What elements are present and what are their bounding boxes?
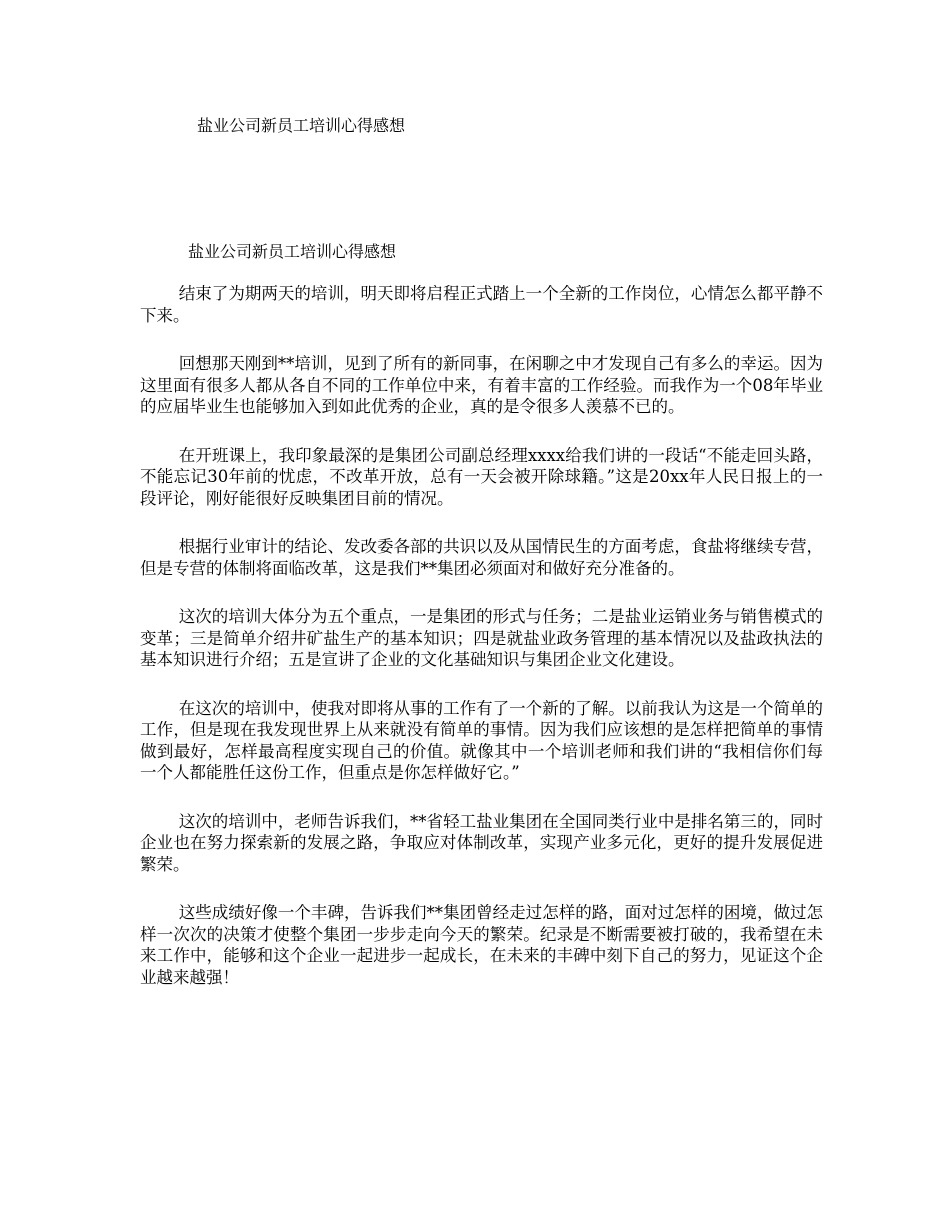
document-header-title: 盐业公司新员工培训心得感想 xyxy=(197,116,406,135)
paragraph-7: 这次的培训中，老师告诉我们，**省轻工盐业集团在全国同类行业中是排名第三的，同时企业也在努力探索新的发展之路，争取应对体制改革，实现产业多元化，更好的提升发展促进繁荣。 xyxy=(140,811,823,874)
paragraph-1: 结束了为期两天的培训，明天即将启程正式踏上一个全新的工作岗位，心情怎么都平静不下来。 xyxy=(140,284,823,325)
document-body-title: 盐业公司新员工培训心得感想 xyxy=(188,242,397,261)
paragraph-2: 回想那天刚到**培训，见到了所有的新同事，在闲聊之中才发现自己有多么的幸运。因为这里面有很多人都从各自不同的工作单位中来，有着丰富的工作经验。而我作为一个08年毕业的应届毕业生也能够加入到如此优秀的企业，真的是令很多人羡慕不已的。 xyxy=(140,354,823,416)
document-body xyxy=(140,283,823,1015)
paragraph-8: 这些成绩好像一个丰碑，告诉我们**集团曾经走过怎样的路，面对过怎样的困境，做过怎样一次次的决策才使整个集团一步步走向今天的繁荣。纪录是不断需要被打破的，我希望在未来工作中，能够和这个企业一起进步一起成长，在未来的丰碑中刻下自己的努力，见证这个企业越来越强！ xyxy=(140,903,823,987)
paragraph-6: 在这次的培训中，使我对即将从事的工作有了一个新的了解。以前我认为这是一个简单的工作，但是现在我发现世界上从来就没有简单的事情。因为我们应该想的是怎样把简单的事情做到最好，怎样最高程度实现自己的价值。就像其中一个培训老师和我们讲的“我相信你们每一个人都能胜任这份工作，但重点是你怎样做好它。” xyxy=(140,698,823,782)
paragraph-5: 这次的培训大体分为五个重点，一是集团的形式与任务；二是盐业运销业务与销售模式的变革；三是简单介绍井矿盐生产的基本知识；四是就盐业政务管理的基本情况以及盐政执法的基本知识进行介绍；五是宣讲了企业的文化基础知识与集团企业文化建设。 xyxy=(140,607,823,669)
paragraph-4: 根据行业审计的结论、发改委各部的共识以及从国情民生的方面考虑，食盐将继续专营，但是专营的体制将面临改革，这是我们**集团必须面对和做好充分准备的。 xyxy=(140,537,823,578)
paragraph-3: 在开班课上，我印象最深的是集团公司副总经理xxxx给我们讲的一段话“不能走回头路，不能忘记30年前的忧虑，不改革开放，总有一天会被开除球籍。”这是20xx年人民日报上的一段评论，刚好能很好反映集团目前的情况。 xyxy=(140,445,823,508)
